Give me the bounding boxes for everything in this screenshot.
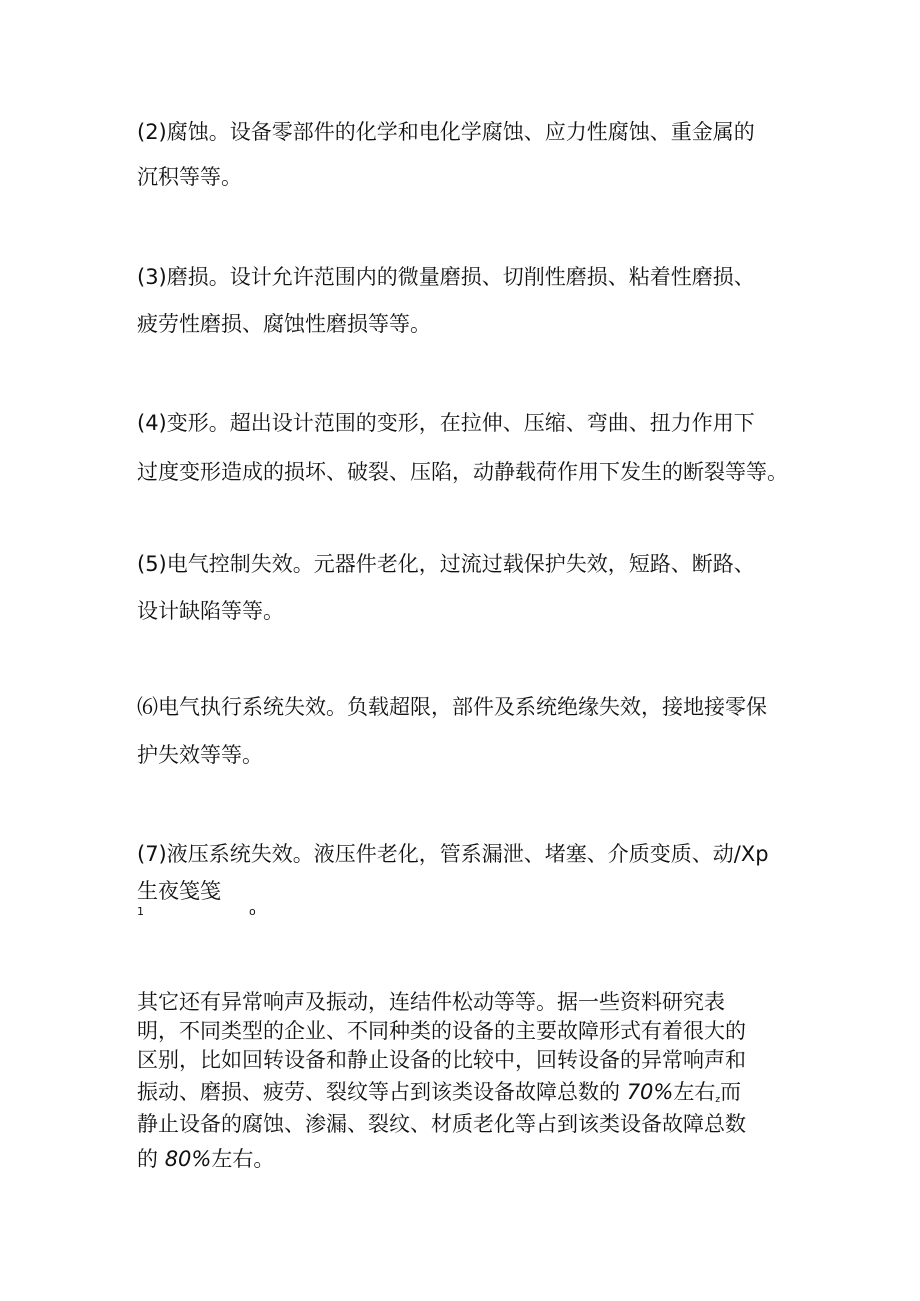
paragraph-line-4-left: 左右 bbox=[673, 1080, 716, 1104]
footnote-mark: 1 bbox=[137, 905, 144, 918]
item-7-line-2: 生夜笺笺 bbox=[137, 879, 221, 903]
paragraph-line-3: 区别，比如回转设备和静止设备的比较中，回转设备的异常响声和 bbox=[137, 1048, 746, 1072]
paragraph-line-6-end: 左右。 bbox=[211, 1147, 275, 1171]
paragraph-line-1: 其它还有异常响声及振动，连结件松动等等。据一些资料研究表 bbox=[137, 990, 725, 1014]
item-6-line-1: ⑹电气执行系统失效。负载超限，部件及系统绝缘失效，接地接零保 bbox=[137, 695, 767, 719]
paragraph-line-2: 明，不同类型的企业、不同种类的设备的主要故障形式有着很大的 bbox=[137, 1019, 746, 1043]
item-2-line-2: 沉积等等。 bbox=[137, 165, 242, 189]
subscript-mark: z bbox=[715, 1095, 721, 1105]
paragraph-line-6 bbox=[137, 1145, 274, 1173]
item-4-line-2: 过度变形造成的损坏、破裂、压陷，动静载荷作用下发生的断裂等等。 bbox=[137, 460, 788, 484]
paragraph-line-5: 静止设备的腐蚀、渗漏、裂纹、材质老化等占到该类设备故障总数 bbox=[137, 1112, 746, 1136]
percent-70: 70% bbox=[626, 1080, 674, 1104]
item-3-line-2: 疲劳性磨损、腐蚀性磨损等等。 bbox=[137, 312, 431, 336]
paragraph-line-4 bbox=[137, 1078, 741, 1114]
paragraph-line-4-end: 而 bbox=[720, 1080, 742, 1104]
paragraph-line-4-text: 振动、磨损、疲劳、裂纹等占到该类设备故障总数的 bbox=[137, 1080, 627, 1104]
item-2-line-1: (2)腐蚀。设备零部件的化学和电化学腐蚀、应力性腐蚀、重金属的 bbox=[137, 120, 755, 144]
trailing-mark: o bbox=[249, 905, 256, 918]
percent-80: 80% bbox=[164, 1147, 212, 1171]
item-6-line-2: 护失效等等。 bbox=[137, 743, 263, 767]
item-5-line-2: 设计缺陷等等。 bbox=[137, 599, 284, 623]
item-5-line-1: (5)电气控制失效。元器件老化，过流过载保护失效，短路、断路、 bbox=[137, 552, 755, 576]
item-7-line-1: (7)液压系统失效。液压件老化，管系漏泄、堵塞、介质变质、动/Xp bbox=[137, 842, 769, 866]
item-4-line-1: (4)变形。超出设计范围的变形，在拉伸、压缩、弯曲、扭力作用下 bbox=[137, 411, 755, 435]
paragraph-line-6-text: 的 bbox=[137, 1147, 165, 1171]
item-3-line-1: (3)磨损。设计允许范围内的微量磨损、切削性磨损、粘着性磨损、 bbox=[137, 265, 755, 289]
